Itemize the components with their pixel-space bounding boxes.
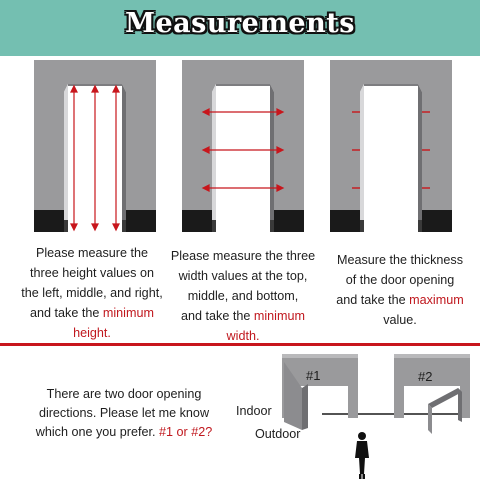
highlight-text: #1 or #2? [159,425,213,439]
caption-line: and take the minimum [181,309,305,323]
caption-line: and take the maximum [336,293,464,307]
height-measure-diagram [34,60,156,232]
caption-line: and take the minimum [30,306,154,320]
door-2-label: #2 [418,369,433,384]
thickness-measure-diagram [330,60,452,232]
section-divider [0,343,480,346]
caption-line: width values at the top, [178,269,308,283]
height-caption [2,243,182,343]
door-1 [282,354,358,430]
door-1-label: #1 [306,368,321,383]
door-2 [394,354,470,434]
caption-line: Please measure the three [170,249,316,263]
highlight-text: maximum [409,293,464,307]
width-caption [158,246,328,346]
highlight-text: minimum [253,309,305,323]
note-line: directions. Please let me know [38,406,210,420]
person-icon [355,432,369,479]
title-banner [0,0,480,56]
outdoor-label: Outdoor [255,427,301,441]
page-title: Measurements [125,8,355,39]
thickness-caption [322,250,478,330]
door-frame [182,60,304,232]
height-arrows [71,86,119,230]
caption-line: the left, middle, and right, [21,286,163,300]
caption-line: Please measure the [35,246,148,260]
caption-line: middle, and bottom, [187,289,299,303]
caption-line: Measure the thickness [337,253,463,267]
indoor-label: Indoor [236,404,272,418]
direction-note [8,385,240,442]
width-measure-diagram [182,60,304,232]
highlight-text: minimum [102,306,154,320]
caption-line: of the door opening [345,273,455,287]
note-line: There are two door opening [46,387,202,401]
caption-line: value. [383,313,417,327]
highlight-text: width. [226,329,260,343]
caption-line: three height values on [30,266,154,280]
door-frame [330,60,452,232]
note-line: which one you prefer. #1 or #2? [35,425,213,439]
highlight-text: height. [73,326,111,340]
